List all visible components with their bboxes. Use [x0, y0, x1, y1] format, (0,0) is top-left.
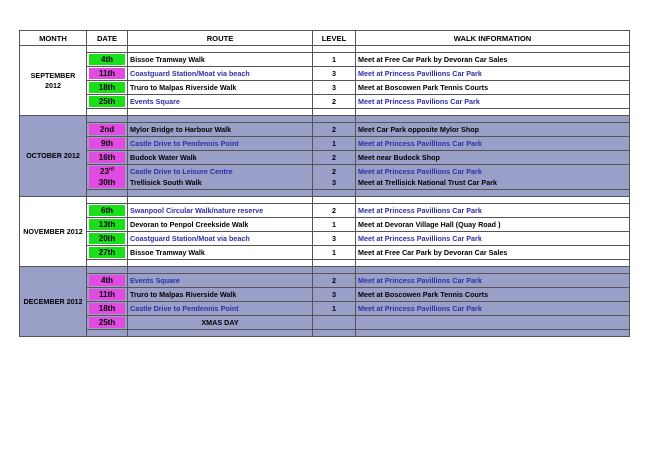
walk-date-text: 18th: [89, 303, 125, 314]
walk-route: Coastguard Station/Moat via beach: [128, 67, 313, 81]
date-header: DATE: [87, 31, 128, 46]
walk-info: [356, 165, 630, 190]
route-primary: Castle Drive to Leisure Centre: [130, 167, 233, 176]
walk-date: [87, 218, 128, 232]
walk-info: Meet at Princess Pavillions Car Park: [356, 274, 630, 288]
walk-date-text: 6th: [89, 205, 125, 216]
walk-date: [87, 67, 128, 81]
month-label: NOVEMBER 2012: [20, 197, 87, 267]
month-gap-row: [20, 330, 630, 337]
empty-cell: [128, 260, 313, 267]
empty-cell: [87, 267, 128, 274]
empty-cell: [313, 260, 356, 267]
walk-date-text: 20th: [89, 233, 125, 244]
walk-date: [87, 165, 128, 190]
walk-route: Truro to Malpas Riverside Walk: [128, 81, 313, 95]
empty-cell: [128, 267, 313, 274]
walk-route: Truro to Malpas Riverside Walk: [128, 288, 313, 302]
walk-level: [313, 316, 356, 330]
walk-date: [87, 95, 128, 109]
date-suffix: rd: [108, 166, 114, 173]
walk-level: 1: [313, 302, 356, 316]
walk-date-secondary: 30th: [89, 177, 125, 188]
walk-route: Bissoe Tramway Walk: [128, 53, 313, 67]
empty-cell: [87, 116, 128, 123]
route-header: ROUTE: [128, 31, 313, 46]
month-gap-row: [20, 197, 630, 204]
info-primary: Meet at Princess Pavillions Car Park: [358, 167, 482, 176]
walk-route: Castle Drive to Pendennis Point: [128, 302, 313, 316]
walk-date-text: 13th: [89, 219, 125, 230]
empty-cell: [128, 197, 313, 204]
walk-info: Meet at Princess Pavillions Car Park: [356, 137, 630, 151]
walk-level: [313, 165, 356, 190]
walk-route: Events Square: [128, 95, 313, 109]
walk-row: [20, 123, 630, 137]
empty-cell: [356, 330, 630, 337]
walk-level: 2: [313, 151, 356, 165]
walk-date-text: 25th: [89, 317, 125, 328]
empty-cell: [356, 190, 630, 197]
walk-route: Bissoe Tramway Walk: [128, 246, 313, 260]
walk-route: Budock Water Walk: [128, 151, 313, 165]
walk-row: [20, 302, 630, 316]
month-gap-row: [20, 267, 630, 274]
walk-date: [87, 246, 128, 260]
walk-date-text: 11th: [89, 289, 125, 300]
walk-date: [87, 316, 128, 330]
walk-info: Meet near Budock Shop: [356, 151, 630, 165]
walk-info: Meet at Princess Pavilions Car Park: [356, 95, 630, 109]
month-gap-row: [20, 46, 630, 53]
walk-date-text: 25th: [89, 96, 125, 107]
walk-info: Meet Car Park opposite Mylor Shop: [356, 123, 630, 137]
walk-info: Meet at Boscowen Park Tennis Courts: [356, 288, 630, 302]
walk-level: 2: [313, 95, 356, 109]
walk-route: Devoran to Penpol Creekside Walk: [128, 218, 313, 232]
empty-cell: [356, 116, 630, 123]
walk-route: Swanpool Circular Walk/nature reserve: [128, 204, 313, 218]
empty-cell: [87, 330, 128, 337]
walk-date: [87, 53, 128, 67]
empty-cell: [128, 109, 313, 116]
walk-row: [20, 95, 630, 109]
walk-info: Meet at Princess Pavillions Car Park: [356, 67, 630, 81]
walk-row: [20, 246, 630, 260]
walk-date: [87, 302, 128, 316]
walk-date: [87, 232, 128, 246]
empty-cell: [356, 46, 630, 53]
walk-row: [20, 53, 630, 67]
walk-schedule-table: [19, 30, 630, 337]
empty-cell: [356, 260, 630, 267]
walk-date-primary: 23: [100, 167, 109, 176]
empty-cell: [313, 109, 356, 116]
empty-cell: [87, 109, 128, 116]
walk-route: Events Square: [128, 274, 313, 288]
empty-cell: [313, 330, 356, 337]
empty-cell: [87, 197, 128, 204]
walk-info: Meet at Devoran Village Hall (Quay Road ): [356, 218, 630, 232]
walk-date-text: 11th: [89, 68, 125, 79]
walk-info: [356, 316, 630, 330]
walk-date: [87, 204, 128, 218]
walk-info: Meet at Princess Pavillions Car Park: [356, 232, 630, 246]
walk-level: 1: [313, 218, 356, 232]
walk-date: [87, 288, 128, 302]
walk-date-text: 16th: [89, 152, 125, 163]
walk-row: [20, 204, 630, 218]
walk-level: 3: [313, 288, 356, 302]
walk-level: 3: [313, 81, 356, 95]
walk-level: 3: [313, 67, 356, 81]
walk-row: [20, 165, 630, 190]
walk-date-text: 4th: [89, 275, 125, 286]
walk-date: [87, 81, 128, 95]
empty-cell: [87, 46, 128, 53]
empty-cell: [128, 116, 313, 123]
walk-level: 1: [313, 137, 356, 151]
walk-date: [87, 274, 128, 288]
info-secondary: Meet at Trellisick National Trust Car Park: [358, 178, 498, 187]
empty-cell: [313, 116, 356, 123]
month-gap-row: [20, 190, 630, 197]
month-label: OCTOBER 2012: [20, 116, 87, 197]
walk-row: [20, 137, 630, 151]
empty-cell: [356, 109, 630, 116]
walk-route: [128, 165, 313, 190]
level-primary: 2: [332, 167, 336, 176]
route-secondary: Trellisick South Walk: [130, 178, 202, 187]
month-header: MONTH: [20, 31, 87, 46]
empty-cell: [313, 197, 356, 204]
walk-level: 1: [313, 53, 356, 67]
month-label: DECEMBER 2012: [20, 267, 87, 337]
walk-info: Meet at Princess Pavillions Car Park: [356, 302, 630, 316]
walk-level: 2: [313, 204, 356, 218]
empty-cell: [128, 190, 313, 197]
empty-cell: [87, 190, 128, 197]
walk-row: [20, 232, 630, 246]
empty-cell: [128, 46, 313, 53]
walk-route: Castle Drive to Pendennis Point: [128, 137, 313, 151]
month-gap-row: [20, 109, 630, 116]
walk-route: Coastguard Station/Moat via beach: [128, 232, 313, 246]
level-header: LEVEL: [313, 31, 356, 46]
walk-date: [87, 151, 128, 165]
walk-route: XMAS DAY: [128, 316, 313, 330]
walk-row: [20, 316, 630, 330]
month-gap-row: [20, 260, 630, 267]
month-gap-row: [20, 116, 630, 123]
empty-cell: [313, 267, 356, 274]
empty-cell: [356, 267, 630, 274]
walk-level: 1: [313, 246, 356, 260]
walk-level: 2: [313, 123, 356, 137]
walk-level: 2: [313, 274, 356, 288]
empty-cell: [87, 260, 128, 267]
walk-date: [87, 123, 128, 137]
walk-date-text: 18th: [89, 82, 125, 93]
walk-level: 3: [313, 232, 356, 246]
header-row: [20, 31, 630, 46]
walk-row: [20, 67, 630, 81]
walk-info: Meet at Princess Pavillions Car Park: [356, 204, 630, 218]
walk-date-text: 2nd: [89, 124, 125, 135]
walk-row: [20, 288, 630, 302]
walk-route: Mylor Bridge to Harbour Walk: [128, 123, 313, 137]
month-label: SEPTEMBER 2012: [20, 46, 87, 116]
walk-row: [20, 218, 630, 232]
walk-info-header: WALK INFORMATION: [356, 31, 630, 46]
walk-date: [87, 137, 128, 151]
level-secondary: 3: [332, 178, 336, 187]
schedule-body: [20, 46, 630, 337]
empty-cell: [313, 190, 356, 197]
empty-cell: [128, 330, 313, 337]
walk-date-text: 9th: [89, 138, 125, 149]
walk-row: [20, 274, 630, 288]
walk-row: [20, 81, 630, 95]
empty-cell: [313, 46, 356, 53]
walk-info: Meet at Boscowen Park Tennis Courts: [356, 81, 630, 95]
walk-date-text: 4th: [89, 54, 125, 65]
empty-cell: [356, 197, 630, 204]
walk-info: Meet at Free Car Park by Devoran Car Sales: [356, 53, 630, 67]
walk-row: [20, 151, 630, 165]
walk-info: Meet at Free Car Park by Devoran Car Sales: [356, 246, 630, 260]
walk-date-text: 27th: [89, 247, 125, 258]
